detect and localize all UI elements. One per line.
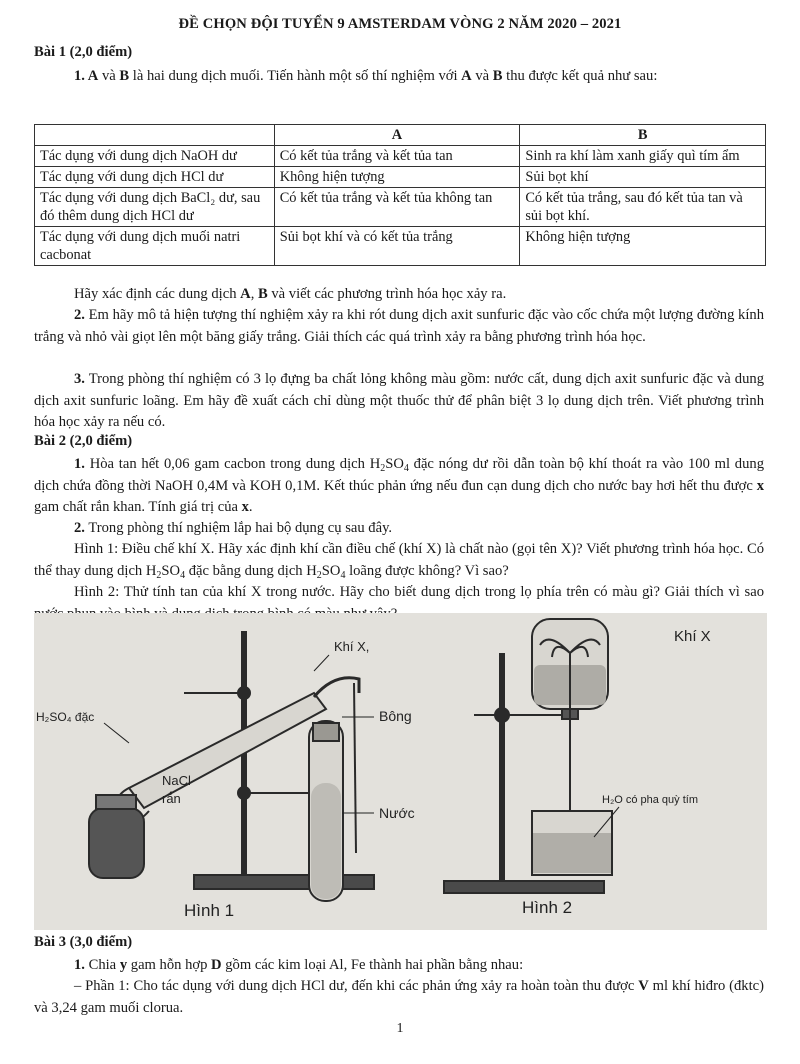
table-cell: Không hiện tượng	[520, 227, 766, 266]
bai2-hinh2: Hình 2: Thử tính tan của khí X trong nước. Hãy cho biết dung dịch trong lọ phía trên có màu gì? Giải thích vì sao	[74, 584, 764, 600]
label-nacl-line2: rắn	[162, 791, 181, 806]
label-bong: Bông	[379, 708, 412, 724]
caption-hinh-2: Hình 2	[522, 898, 573, 917]
bai3-part1: – Phần 1: Cho tác dụng với dung dịch HCl dư, đến khi các phản ứng xảy ra hoàn toàn thu được V ml khí hiđro (đktc) và 3,24 gam muối clorua.	[34, 978, 764, 1016]
label-nuoc: Nước	[379, 805, 415, 821]
table-cell: Tác dụng với dung dịch NaOH dư	[35, 146, 275, 167]
label-khi-x-2: Khí X	[674, 628, 711, 645]
page-number: 1	[396, 1021, 404, 1036]
table-cell: Tác dụng với dung dịch BaCl₂ dư, sau đó thêm dung dịch HCl dư	[35, 188, 275, 227]
bai3-q1: 1. Chia y gam hỗn hợp D gồm các kim loại Al, Fe thành hai phần bằng nhau:	[74, 957, 524, 973]
label-khi-x-1: Khí X,	[334, 639, 370, 654]
table-row	[35, 188, 766, 227]
apparatus-figure	[34, 613, 767, 930]
table-header-cell: A	[274, 125, 520, 146]
bai3-heading: Bài 3 (3,0 điểm)	[34, 934, 133, 950]
figure-1-drawing	[89, 631, 374, 901]
table-cell: Có kết tủa trắng, sau đó kết tủa tan và sủi bọt khí.	[520, 188, 766, 227]
bai1-q1: 1. A và B là hai dung dịch muối. Tiến hành một số thí nghiệm với A và B thu được kết quả như sau:	[74, 68, 658, 84]
bai1-q3: 3. Trong phòng thí nghiệm có 3 lọ đựng ba chất lỏng không màu gồm: nước cất, dung dịch axit sunfuric đặc và dung dịch axit sunfuric loãng. Em hãy đề xuất cách chỉ dùng một thuốc thử để phân biệt 3 lọ dung dịch trên. Viết phương trình hóa học xảy ra nếu có.	[34, 371, 764, 430]
bai2-heading: Bài 2 (2,0 điểm)	[34, 433, 133, 449]
table-cell: Có kết tủa trắng và kết tủa không tan	[274, 188, 520, 227]
table-cell: Có kết tủa trắng và kết tủa tan	[274, 146, 520, 167]
figure-2-drawing	[444, 619, 612, 893]
exam-title: ĐỀ CHỌN ĐỘI TUYỂN 9 AMSTERDAM VÒNG 2 NĂM 2020 – 2021	[178, 16, 622, 32]
table-header-row	[35, 125, 766, 146]
table-cell: Không hiện tượng	[274, 167, 520, 188]
bai2-q2: 2. Trong phòng thí nghiệm lắp hai bộ dụng cụ sau đây.	[74, 520, 393, 536]
caption-hinh-1: Hình 1	[184, 901, 235, 920]
bai2-q1: 1. Hòa tan hết 0,06 gam cacbon trong dung dịch $H_2SO_4$ đặc nóng dư rồi dẫn toàn bộ khí thoát ra vào 100 ml dung dịch chứa đồng thời NaOH 0,4M và KOH 0,1M. Kết thúc phản ứng nếu đun cạn dung dịch cho nước bay hơi hết thu được x gam chất rắn khan. Tính giá trị của x.	[34, 456, 764, 515]
table-row	[35, 227, 766, 266]
label-nacl-line1: NaCl	[162, 773, 191, 788]
table-header-cell: B	[520, 125, 766, 146]
experiment-table	[34, 124, 766, 266]
table-header-cell	[35, 125, 275, 146]
label-h2o-quy-tim: H₂O có pha quỳ tím	[602, 794, 698, 806]
table-cell: Sủi bọt khí và có kết tủa trắng	[274, 227, 520, 266]
bai1-after-table: Hãy xác định các dung dịch A, B và viết các phương trình hóa học xảy ra.	[74, 286, 507, 302]
label-h2so4: H₂SO₄ đặc	[36, 710, 95, 724]
table-row	[35, 167, 766, 188]
bai1-q2: 2. Em hãy mô tả hiện tượng thí nghiệm xảy ra khi rót dung dịch axit sunfuric đặc vào cốc chứa một lượng đường kính trắng và nhỏ vài giọt lên một băng giấy trắng. Giải thích các quá trình xảy ra bằng phương trình hóa học.	[34, 307, 764, 345]
table-cell: Tác dụng với dung dịch muối natri cacbonat	[35, 227, 275, 266]
bai2-hinh1: Hình 1: Điều chế khí X. Hãy xác định khí cần điều chế (khí X) là chất nào (gọi tên X)? Viết phương trình hóa học. Có thể thay dung dịch $H_2SO_4$ đặc bằng dung dịch $H_2SO_4$ loãng được không? Vì sao?	[34, 541, 764, 581]
table-row	[35, 146, 766, 167]
table-cell: Sinh ra khí làm xanh giấy quì tím ẩm	[520, 146, 766, 167]
bai1-heading: Bài 1 (2,0 điểm)	[34, 44, 133, 60]
table-cell: Tác dụng với dung dịch HCl dư	[35, 167, 275, 188]
table-cell: Sủi bọt khí	[520, 167, 766, 188]
